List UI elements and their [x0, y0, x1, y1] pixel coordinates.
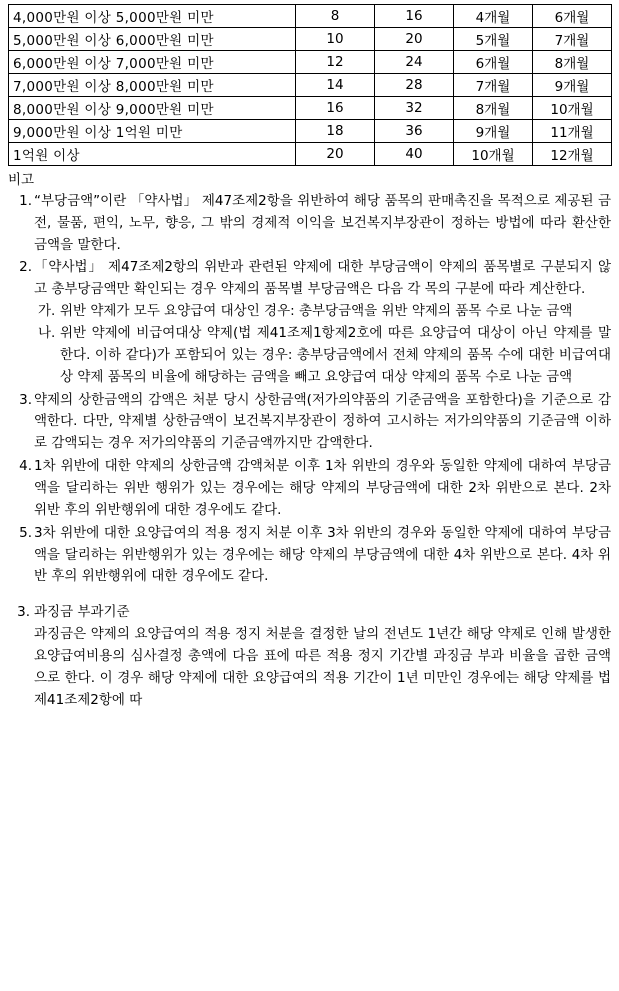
cell-c2: 40	[375, 143, 454, 166]
list-marker: 1.	[19, 192, 32, 209]
table-row	[9, 74, 612, 97]
list-item	[8, 390, 611, 456]
list-text: 약제의 상한금액의 감액은 처분 당시 상한금액(저가의약품의 기준금액을 포함한다)을 기준으로 감액한다. 다만, 약제별 상한금액이 보건복지부장관이 정하여 고시하는 저가의약품의 기준금액 이하로 감액되는 경우 저가의약품의 기준금액까지만 감액한다.	[34, 391, 611, 452]
cell-c4: 11개월	[533, 120, 612, 143]
cell-c1: 18	[296, 120, 375, 143]
cell-c3: 4개월	[454, 5, 533, 28]
list-marker: 5.	[19, 524, 32, 541]
cell-c2: 24	[375, 51, 454, 74]
list-text: 1차 위반에 대한 약제의 상한금액 감액처분 이후 1차 위반의 경우와 동일한 약제에 대하여 부당금액을 달리하는 위반 행위가 있는 경우에는 해당 약제의 부당금액에 대한 2차 위반으로 본다. 2차 위반 후의 위반행위에 대한 경우에도 같다.	[34, 458, 611, 518]
section-penalty-criteria	[8, 602, 611, 711]
section-heading	[8, 602, 611, 624]
cell-range: 1억원 이상	[9, 143, 296, 166]
section-title: 과징금 부과기준	[34, 604, 130, 621]
notes-heading: 비고	[8, 172, 35, 188]
sub-list-text: 위반 약제가 모두 요양급여 대상인 경우: 총부당금액을 위반 약제의 품목 수로 나눈 금액	[60, 303, 573, 320]
cell-c2: 20	[375, 28, 454, 51]
cell-range: 6,000만원 이상 7,000만원 미만	[9, 51, 296, 74]
cell-c1: 16	[296, 97, 375, 120]
cell-c2: 32	[375, 97, 454, 120]
cell-range: 8,000만원 이상 9,000만원 미만	[9, 97, 296, 120]
list-item	[8, 257, 611, 388]
list-marker: 2.	[19, 259, 32, 276]
table-row	[9, 28, 612, 51]
table-row	[9, 143, 612, 166]
list-text: 「약사법」 제47조제2항의 위반과 관련된 약제에 대한 부당금액이 약제의 품목별로 구분되지 않고 총부당금액만 확인되는 경우 약제의 품목별 부당금액은 다음 각 목의 구분에 따라 계산한다.	[34, 259, 611, 298]
cell-c4: 7개월	[533, 28, 612, 51]
cell-c4: 9개월	[533, 74, 612, 97]
cell-c4: 12개월	[533, 143, 612, 166]
cell-c1: 14	[296, 74, 375, 97]
cell-c3: 5개월	[454, 28, 533, 51]
list-item	[8, 523, 611, 589]
table-row	[9, 5, 612, 28]
table-row	[9, 97, 612, 120]
sub-list-marker: 나.	[38, 325, 56, 342]
list-item	[8, 456, 611, 522]
cell-c2: 28	[375, 74, 454, 97]
cell-c3: 8개월	[454, 97, 533, 120]
cell-range: 4,000만원 이상 5,000만원 미만	[9, 5, 296, 28]
list-marker: 4.	[19, 458, 32, 475]
notes-list	[8, 191, 611, 588]
section-body: 과징금은 약제의 요양급여의 적용 정지 처분을 결정한 날의 전년도 1년간 해당 약제로 인해 발생한 요양급여비용의 심사결정 총액에 다음 표에 따른 적용 정지 기간별 과징금 부과 비율을 곱한 금액으로 한다. 이 경우 해당 약제에 대한 요양급여의 적용 기간이 1년 미만인 경우에는 해당 약제를 법 제41조제2항에 따	[34, 626, 611, 708]
cell-c4: 10개월	[533, 97, 612, 120]
table-row	[9, 120, 612, 143]
cell-c2: 36	[375, 120, 454, 143]
sub-list-text: 위반 약제에 비급여대상 약제(법 제41조제1항제2호에 따른 요양급여 대상이 아닌 약제를 말한다. 이하 같다)가 포함되어 있는 경우: 총부당금액에서 전체 약제의 품목 수에 대한 비급여대상 약제 품목의 비율에 해당하는 금액을 빼고 요양급여 대상 약제의 품목 수로 나눈 금액	[60, 325, 611, 385]
cell-c2: 16	[375, 5, 454, 28]
cell-c3: 10개월	[454, 143, 533, 166]
cell-c1: 20	[296, 143, 375, 166]
cell-c3: 6개월	[454, 51, 533, 74]
list-text: “부당금액”이란 「약사법」 제47조제2항을 위반하여 해당 품목의 판매촉진을 목적으로 제공된 금전, 물품, 편익, 노무, 향응, 그 밖의 경제적 이익을 보건복지부장관이 정하는 방법에 따라 환산한 금액을 말한다.	[34, 192, 611, 253]
cell-c4: 8개월	[533, 51, 612, 74]
list-text: 3차 위반에 대한 요양급여의 적용 정지 처분 이후 3차 위반의 경우와 동일한 약제에 대하여 부당금액을 달리하는 위반행위가 있는 경우에는 해당 약제의 부당금액에 대한 4차 위반으로 본다. 4차 위반 후의 위반행위에 대한 경우에도 같다.	[34, 524, 611, 585]
cell-c1: 10	[296, 28, 375, 51]
cell-c4: 6개월	[533, 5, 612, 28]
sub-list	[34, 301, 611, 388]
sub-list-item	[34, 301, 611, 323]
penalty-table-body	[9, 5, 612, 166]
cell-c3: 7개월	[454, 74, 533, 97]
sub-list-marker: 가.	[38, 303, 56, 320]
cell-range: 5,000만원 이상 6,000만원 미만	[9, 28, 296, 51]
cell-c1: 12	[296, 51, 375, 74]
cell-c3: 9개월	[454, 120, 533, 143]
cell-range: 7,000만원 이상 8,000만원 미만	[9, 74, 296, 97]
section-marker: 3.	[17, 604, 30, 621]
sub-list-item	[34, 323, 611, 389]
list-marker: 3.	[19, 391, 32, 408]
cell-c1: 8	[296, 5, 375, 28]
table-row	[9, 51, 612, 74]
penalty-table	[8, 4, 612, 166]
cell-range: 9,000만원 이상 1억원 미만	[9, 120, 296, 143]
list-item	[8, 191, 611, 257]
